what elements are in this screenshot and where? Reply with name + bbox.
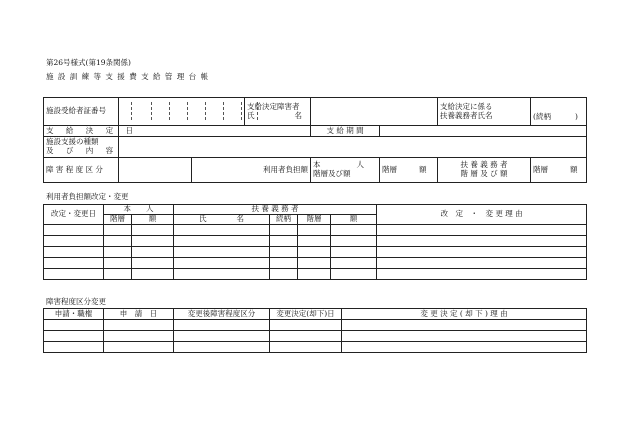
facility-cert-number-cells[interactable] xyxy=(119,98,245,126)
col-date: 改定・変更日 xyxy=(44,205,104,225)
disability-change-table xyxy=(43,308,587,353)
col-reason: 変 更 決 定 ( 却 下 ) 理 由 xyxy=(342,309,587,320)
burden-change-table xyxy=(43,204,587,280)
col-reason: 改 定 ・ 変 更 理 由 xyxy=(377,205,587,225)
disability-label: 障 害 程 度 区 分 xyxy=(44,158,119,183)
table-row[interactable] xyxy=(44,236,587,247)
burden-section-heading: 利用者負担額改定・変更 xyxy=(46,192,129,201)
self-tier-amount-field[interactable]: 階層 額 xyxy=(380,158,438,183)
table-row[interactable] xyxy=(44,342,587,353)
sub-relation: 続柄 xyxy=(270,215,298,225)
recipient-label: 支給決定障害者 氏 名 xyxy=(245,98,311,126)
recipient-name-field[interactable] xyxy=(311,98,438,126)
guardian-label: 支給決定に係る 扶養義務者氏名 xyxy=(438,98,531,126)
guardian-tier-amount-field[interactable]: 階層 額 xyxy=(531,158,587,183)
table-row[interactable] xyxy=(44,331,587,342)
self-tier-label: 本 人 階層及び額 xyxy=(311,158,380,183)
col-self: 本 人 xyxy=(104,205,174,215)
main-info-table xyxy=(43,97,587,183)
support-type-label: 施設支援の種類 及 び 内 容 xyxy=(44,137,119,158)
sub-amount: 額 xyxy=(132,215,174,225)
sub-tier2: 階層 xyxy=(298,215,331,225)
table-row[interactable] xyxy=(44,269,587,280)
table-row[interactable] xyxy=(44,320,587,331)
col-after-level: 変更後障害程度区分 xyxy=(174,309,270,320)
col-decision-date: 変更決定(却下)日 xyxy=(270,309,342,320)
sub-tier: 階層 xyxy=(104,215,132,225)
table-row[interactable] xyxy=(44,247,587,258)
col-applicant: 申請・職権 xyxy=(44,309,104,320)
col-guardian: 扶 養 義 務 者 xyxy=(174,205,377,215)
guardian-tier-label: 扶 養 義 務 者 階 層 及 び 額 xyxy=(438,158,531,183)
table-row[interactable] xyxy=(44,225,587,236)
period-label: 支 給 期 間 xyxy=(311,126,380,137)
facility-cert-label: 施設受給者証番号 xyxy=(44,98,119,126)
guardian-name-field[interactable]: (続柄 ) xyxy=(531,98,587,126)
support-type-field[interactable] xyxy=(119,137,587,158)
sub-name: 氏 名 xyxy=(174,215,270,225)
decision-date-label: 支 給 決 定 日 xyxy=(44,126,119,137)
decision-date-field[interactable] xyxy=(119,126,311,137)
col-apply-date: 申 請 日 xyxy=(104,309,174,320)
disability-section-heading: 障害程度区分変更 xyxy=(46,297,106,306)
table-row[interactable] xyxy=(44,258,587,269)
form-title: 施 設 訓 練 等 支 援 費 支 給 管 理 台 帳 xyxy=(46,72,209,81)
period-field[interactable] xyxy=(380,126,587,137)
user-burden-label: 利用者負担額 xyxy=(192,158,311,183)
form-number: 第26号様式(第19条関係) xyxy=(46,58,131,67)
disability-field[interactable] xyxy=(119,158,192,183)
sub-amount2: 額 xyxy=(331,215,377,225)
